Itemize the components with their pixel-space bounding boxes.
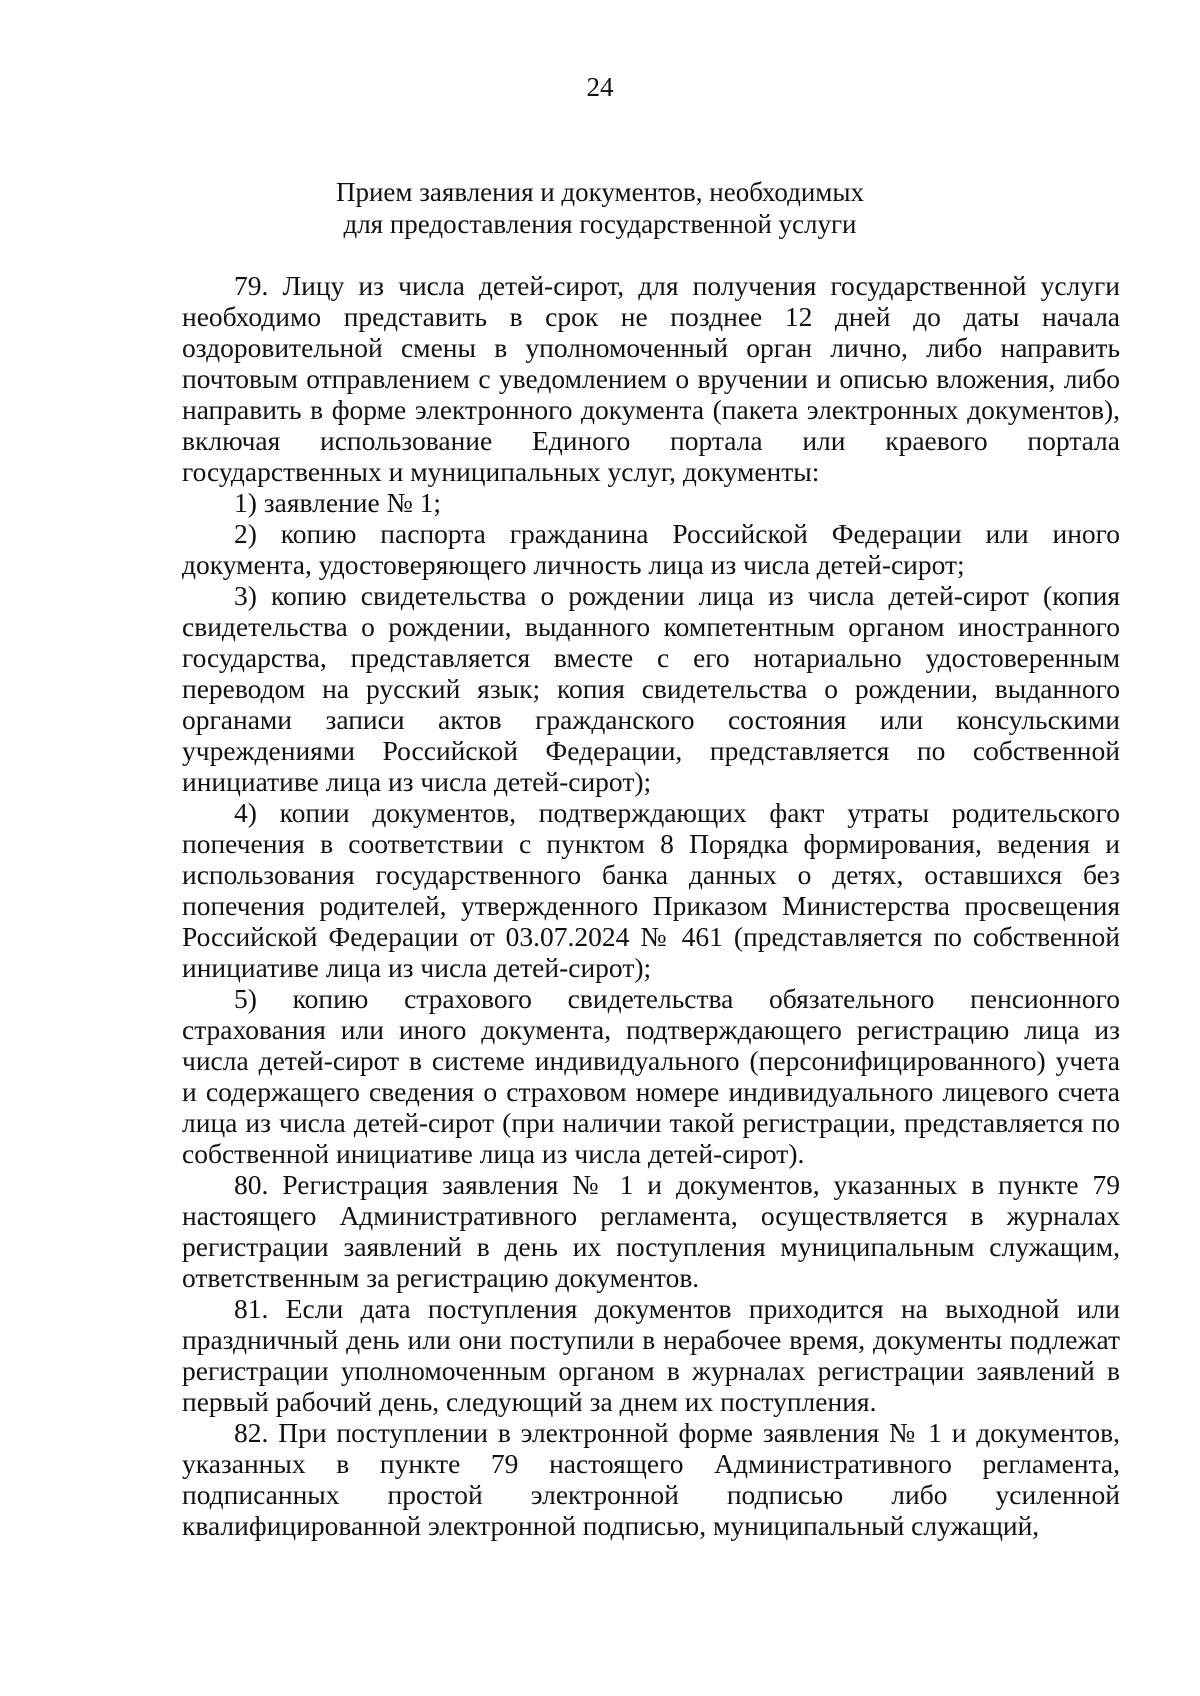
- page-number: 24: [586, 72, 614, 102]
- paragraph-82: 82. При поступлении в электронной форме заявления № 1 и документов, указанных в пункте 79 настоящего Административного регламента, подписанных простой электронной подписью либо усиленной квалифицированной электронной подписью, муниципальный служащий,: [182, 1417, 1120, 1541]
- paragraph-79: 79. Лицу из числа детей-сирот, для получения государственной услуги необходимо представить в срок не позднее 12 дней до даты начала оздоровительной смены в уполномоченный орган лично, либо направить почтовым отправлением с уведомлением о вручении и описью вложения, либо направить в форме электронного документа (пакета электронных документов), включая использование Единого портала или краевого портала государственных и муниципальных услуг, документы:: [182, 270, 1120, 487]
- list-item-4: 4) копии документов, подтверждающих факт утраты родительского попечения в соответствии с пунктом 8 Порядка формирования, ведения и использования государственного банка данных о детях, оставшихся без попечения родителей, утвержденного Приказом Министерства просвещения Российской Федерации от 03.07.2024 № 461 (представляется по собственной инициативе лица из числа детей-сирот);: [182, 797, 1120, 983]
- section-heading: [0, 176, 1200, 240]
- paragraph-80: 80. Регистрация заявления № 1 и документов, указанных в пункте 79 настоящего Административного регламента, осуществляется в журналах регистрации заявлений в день их поступления муниципальным служащим, ответственным за регистрацию документов.: [182, 1169, 1120, 1293]
- list-item-5: 5) копию страхового свидетельства обязательного пенсионного страхования или иного документа, подтверждающего регистрацию лица из числа детей-сирот в системе индивидуального (персонифицированного) учета и содержащего сведения о страховом номере индивидуального лицевого счета лица из числа детей-сирот (при наличии такой регистрации, представляется по собственной инициативе лица из числа детей-сирот).: [182, 983, 1120, 1169]
- section-heading-line-2: для предоставления государственной услуги: [343, 209, 857, 239]
- list-item-3: 3) копию свидетельства о рождении лица из числа детей-сирот (копия свидетельства о рождении, выданного компетентным органом иностранного государства, представляется вместе с его нотариально удостоверенным переводом на русский язык; копия свидетельства о рождении, выданного органами записи актов гражданского состояния или консульскими учреждениями Российской Федерации, представляется по собственной инициативе лица из числа детей-сирот);: [182, 580, 1120, 797]
- body-text: [182, 270, 1120, 1541]
- paragraph-81: 81. Если дата поступления документов приходится на выходной или праздничный день или они поступили в нерабочее время, документы подлежат регистрации уполномоченным органом в журналах регистрации заявлений в первый рабочий день, следующий за днем их поступления.: [182, 1293, 1120, 1417]
- section-heading-line-1: Прием заявления и документов, необходимых: [335, 177, 865, 207]
- list-item-1: 1) заявление № 1;: [234, 487, 442, 518]
- list-item-2: 2) копию паспорта гражданина Российской Федерации или иного документа, удостоверяющего личность лица из числа детей-сирот;: [182, 518, 1120, 580]
